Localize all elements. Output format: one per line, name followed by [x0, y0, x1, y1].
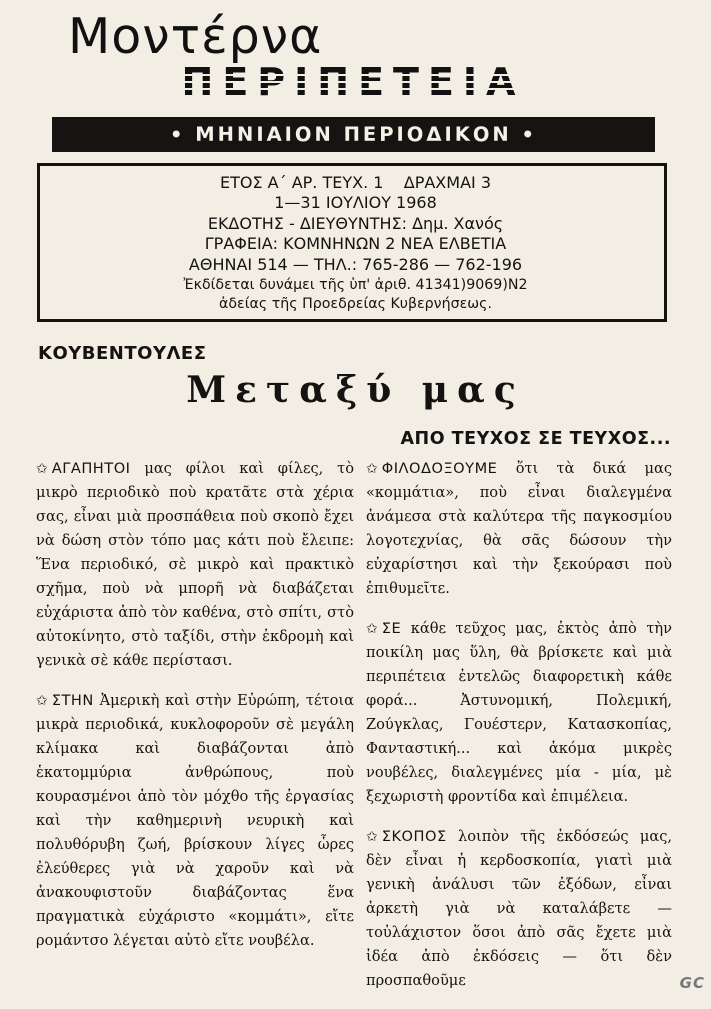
star-icon: ✩: [36, 693, 48, 709]
paragraph-lead: ΣΕ: [381, 620, 402, 637]
info-date: 1—31 ΙΟΥΛΙΟΥ 1968: [274, 193, 437, 212]
paragraph-2: [36, 689, 354, 953]
info-phone: ΑΘΗΝΑΙ 514 — ΤΗΛ.: 765-286 — 762-196: [188, 255, 523, 274]
info-license-authority: ἀδείας τῆς Προεδρείας Κυβερνήσεως.: [219, 296, 492, 312]
paragraph-5: [366, 825, 672, 993]
info-license: Ἐκδίδεται δυνάμει τῆς ὑπ' ἀριθ. 41341)9069)Ν2: [183, 277, 528, 293]
info-publisher: ΕΚΔΟΤΗΣ - ΔΙΕΥΘΥΝΤΗΣ: Δημ. Χανός: [207, 214, 504, 233]
article-column-left: [36, 457, 354, 969]
star-icon: ✩: [36, 461, 48, 477]
masthead-banner: • ΜΗΝΙΑΙΟΝ ΠΕΡΙΟΔΙΚΟΝ •: [52, 117, 655, 152]
masthead-main-title: [50, 62, 656, 102]
star-icon: ✩: [366, 461, 378, 477]
article-column-right: [366, 457, 672, 1009]
article-kicker: ΚΟΥΒΕΝΤΟΥΛΕΣ: [38, 343, 207, 364]
star-icon: ✩: [366, 829, 378, 845]
paragraph-lead: ΑΓΑΠΗΤΟΙ: [51, 460, 131, 477]
paragraph-lead: ΣΤΗΝ: [51, 692, 94, 709]
paragraph-text: μας φίλοι καὶ φίλες, τὸ μικρὸ περιοδικὸ ποὺ κρατᾶτε στὰ χέρια σας, εἶναι μιὰ προσπάθεια ποὺ σκοπὸ ἔχει νὰ δώση στὸν τόπο μας κάτι ποὺ ἔλειπε: Ἕνα περιοδικό, σὲ μικρὸ καὶ πρακτικὸ σχῆμα, ποὺ νὰ μπορῆ νὰ διαβάζεται εὐχάριστα ἀπὸ τὸν καθένα, στὸ σπίτι, στὸ αὐτοκίνητο, στὸ ταξίδι, στὴν ἐκδρομὴ καὶ γενικὰ σὲ κάθε περίστασι.: [36, 460, 355, 669]
paragraph-lead: ΣΚΟΠΟΣ: [381, 828, 447, 845]
paragraph-text: Ἀμερικὴ καὶ στὴν Εὐρώπη, τέτοια μικρὰ περιοδικά, κυκλοφοροῦν σὲ μεγάλη κλίμακα καὶ διαβάζονται ἀπὸ ἑκατομμύρια ἀνθρώπους, ποὺ κουρασμένοι ἀπὸ τὸν μόχθο τῆς ἐργασίας καὶ τὴν καθημερινὴ νευρικὴ καὶ πολυθόρυβη ζωή, βρίσκουν λίγες ὧρες ἐλεύθερες γιὰ νὰ χαροῦν καὶ νὰ ἀνακουφιστοῦν διαβάζοντας ἕνα πραγματικὰ εὐχάριστο «κομμάτι», εἴτε ρομάντσο λέγεται αὐτὸ εἴτε νουβέλα.: [36, 692, 354, 949]
paragraph-text: λοιπὸν τῆς ἐκδόσεώς μας, δὲν εἶναι ἡ κερδοσκοπία, γιατὶ μιὰ γενικὴ ἀνάλυσι τῶν ἐξόδων, εἶναι ἀρκετὴ γιὰ νὰ καταλάβετε — τοὐλάχιστον ὅσοι ἀπὸ σᾶς ἔχετε μιὰ ἰδέα ἀπὸ ἐκδόσεις — ὅτι δὲν προσπαθοῦμε: [366, 828, 673, 989]
info-offices: ΓΡΑΦΕΙΑ: ΚΟΜΝΗΝΩΝ 2 ΝΕΑ ΕΛΒΕΤΙΑ: [204, 234, 507, 253]
paragraph-4: [366, 617, 672, 809]
article-headline: Μεταξύ μας: [186, 369, 525, 411]
paragraph-lead: ΦΙΛΟΔΟΞΟΥΜΕ: [381, 460, 498, 477]
paragraph-1: [36, 457, 354, 673]
paragraph-text: κάθε τεῦχος μας, ἐκτὸς ἀπὸ τὴν ποικίλη μας ὕλη, θὰ βρίσκετε καὶ μιὰ περιπέτεια ἐντελῶς διαφορετικὴ κάθε φορά... Ἀστυνομική, Πολεμική, Ζούγκλας, Γουέστερν, Κατασκοπίας, Φανταστική... καὶ ἀκόμα μικρὲς νουβέλες, διαλεγμένες μία - μία, μὲ ξεχωριστὴ φροντίδα καὶ ἐπιμέλεια.: [366, 620, 673, 805]
paragraph-3: [366, 457, 672, 601]
star-icon: ✩: [366, 621, 378, 637]
paragraph-text: ὅτι τὰ δικά μας «κομμάτια», ποὺ εἶναι διαλεγμένα ἀνάμεσα στὰ καλύτερα τῆς παγκοσμίου λογοτεχνίας, θὰ σᾶς δώσουν τὴν εὐχαρίστησι καὶ τὴν ξεκούρασι ποὺ ἐπιθυμεῖτε.: [366, 460, 672, 597]
article-subhead: ΑΠΟ ΤΕΥΧΟΣ ΣΕ ΤΕΥΧΟΣ...: [400, 429, 671, 449]
watermark: GC: [679, 974, 705, 992]
info-issue-price: ΕΤΟΣ Α΄ ΑΡ. ΤΕΥΧ. 1 ΔΡΑΧΜΑΙ 3: [219, 173, 491, 192]
masthead-script-title: Μοντέρνα: [68, 8, 323, 65]
